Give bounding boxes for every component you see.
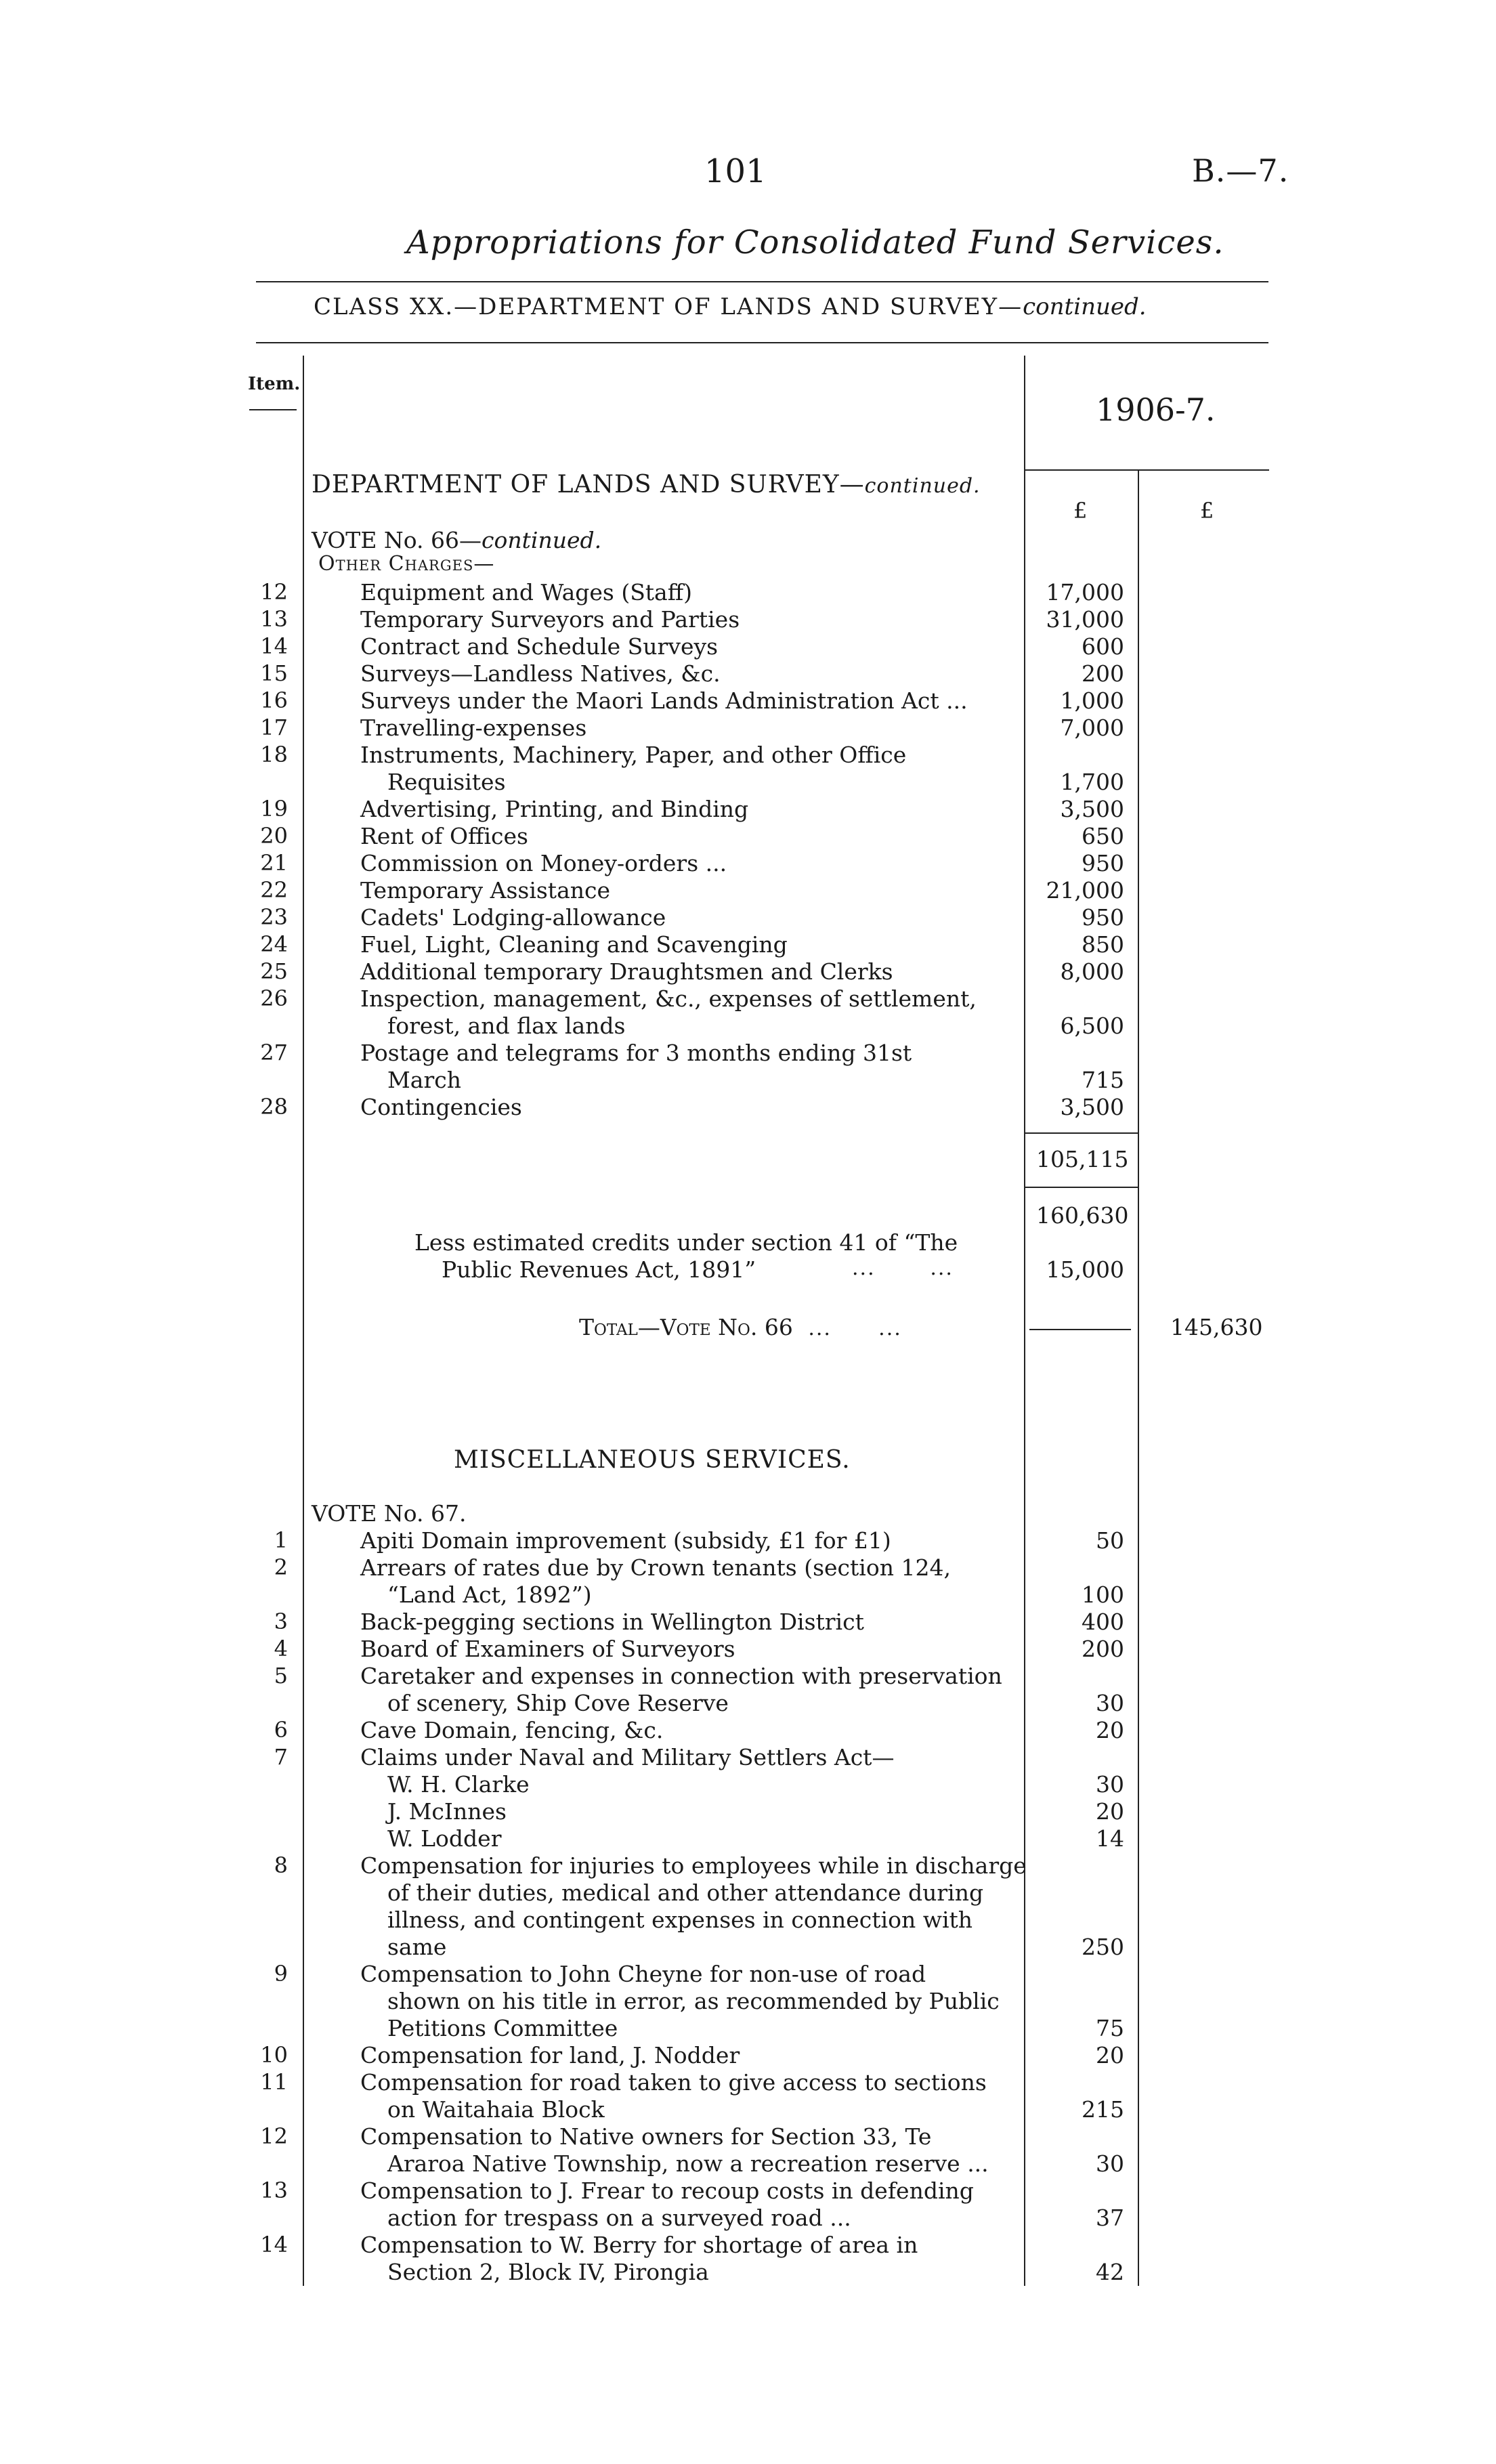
- vote-66-total-label: Total—Vote No. 66 ... ...: [579, 1314, 902, 1340]
- item-amount: 21,000: [1046, 877, 1124, 904]
- item-number: 6: [274, 1717, 288, 1743]
- item-description: illness, and contingent expenses in connection with: [387, 1907, 973, 1933]
- item-amount: 200: [1082, 660, 1124, 687]
- vote-66-total-text: Total—Vote No. 66: [579, 1314, 793, 1340]
- middle-amount-rule: [1138, 471, 1139, 2286]
- item-amount: 600: [1082, 633, 1124, 660]
- item-description: Petitions Committee: [387, 2015, 618, 2041]
- item-number: 13: [260, 606, 288, 632]
- item-number: 9: [274, 1961, 288, 1987]
- item-amount: 950: [1082, 850, 1124, 876]
- item-number: 28: [260, 1094, 288, 1120]
- item-number: 16: [260, 687, 288, 713]
- item-amount: 37: [1096, 2205, 1124, 2231]
- item-number: 12: [260, 579, 288, 605]
- item-description: Apiti Domain improvement (subsidy, £1 for £1): [360, 1527, 891, 1554]
- item-amount: 30: [1096, 2150, 1124, 2177]
- item-description: Compensation to Native owners for Section 33, Te: [360, 2123, 932, 2150]
- year-underline: [1025, 469, 1269, 471]
- item-amount: 215: [1082, 2096, 1124, 2123]
- page-number: 101: [704, 152, 767, 190]
- item-description: Travelling-expenses: [360, 715, 587, 741]
- item-number: 7: [274, 1744, 288, 1770]
- subtotal-top-rule: [1025, 1132, 1138, 1134]
- item-amount: 31,000: [1046, 606, 1124, 633]
- item-column-header: Item.: [248, 374, 301, 394]
- item-amount: 20: [1096, 1717, 1124, 1743]
- item-number: 17: [260, 715, 288, 740]
- item-description: Inspection, management, &c., expenses of settlement,: [360, 985, 977, 1012]
- item-amount: 7,000: [1060, 715, 1124, 741]
- currency-left: £: [1073, 498, 1088, 524]
- item-number: 26: [260, 985, 288, 1011]
- item-number: 22: [260, 877, 288, 903]
- item-amount: 250: [1082, 1934, 1124, 1960]
- item-number: 19: [260, 796, 288, 822]
- item-description: Postage and telegrams for 3 months ending 31st: [360, 1040, 912, 1066]
- item-number: 27: [260, 1040, 288, 1065]
- dept-section-title: [312, 471, 981, 498]
- dept-title-continued: continued.: [864, 474, 981, 498]
- vote-66-label: [312, 527, 601, 553]
- item-number: 13: [260, 2178, 288, 2203]
- item-description: Board of Examiners of Surveyors: [360, 1636, 735, 1662]
- item-number: 8: [274, 1852, 288, 1878]
- item-number: 11: [260, 2069, 288, 2095]
- item-description: Compensation to W. Berry for shortage of area in: [360, 2232, 918, 2258]
- currency-right: £: [1200, 498, 1214, 524]
- item-amount: 1,700: [1060, 769, 1124, 795]
- item-description: shown on his title in error, as recommended by Public: [387, 1988, 1000, 2014]
- item-amount: 50: [1096, 1527, 1124, 1554]
- vote-66-continued: continued.: [482, 527, 602, 553]
- item-description: action for trespass on a surveyed road ...: [387, 2205, 851, 2231]
- item-number: 1: [274, 1527, 288, 1553]
- item-description: Compensation for injuries to employees while in discharge: [360, 1852, 1027, 1879]
- item-description: March: [387, 1067, 461, 1093]
- item-description: Claims under Naval and Military Settlers Act—: [360, 1744, 895, 1770]
- subtotal-bottom-rule: [1025, 1187, 1138, 1188]
- item-amount: 75: [1096, 2015, 1124, 2041]
- item-description: Compensation for road taken to give access to sections: [360, 2069, 987, 2096]
- item-description: J. McInnes: [387, 1798, 507, 1825]
- item-description: Caretaker and expenses in connection with preservation: [360, 1663, 1002, 1689]
- item-amount: 1,000: [1060, 687, 1124, 714]
- less-credits-line-1: Less estimated credits under section 41 of “The: [414, 1229, 958, 1256]
- total-dash-rule: [1029, 1329, 1131, 1330]
- less-credits-line-2: Public Revenues Act, 1891”: [442, 1256, 756, 1283]
- item-amount: 17,000: [1046, 579, 1124, 606]
- item-description: Cadets' Lodging-allowance: [360, 904, 666, 931]
- item-description: forest, and flax lands: [387, 1013, 626, 1039]
- item-description: Rent of Offices: [360, 823, 528, 849]
- item-description: Contingencies: [360, 1094, 522, 1120]
- item-number: 12: [260, 2123, 288, 2149]
- item-amount: 42: [1096, 2259, 1124, 2285]
- item-amount: 20: [1096, 2042, 1124, 2068]
- item-amount: 20: [1096, 1798, 1124, 1825]
- item-number: 23: [260, 904, 288, 930]
- item-number: 24: [260, 931, 288, 957]
- item-amount: 850: [1082, 931, 1124, 958]
- item-description: Cave Domain, fencing, &c.: [360, 1717, 664, 1743]
- vote-66-total-amount: 145,630: [1170, 1314, 1263, 1340]
- item-description: Commission on Money-orders ...: [360, 850, 727, 876]
- item-number: 20: [260, 823, 288, 849]
- other-charges-heading: Other Charges—: [318, 552, 495, 576]
- left-column-rule: [303, 356, 304, 2286]
- vote-67-label: VOTE No. 67.: [312, 1500, 467, 1527]
- item-number: 25: [260, 958, 288, 984]
- item-description: Back-pegging sections in Wellington District: [360, 1609, 864, 1635]
- item-amount: 650: [1082, 823, 1124, 849]
- item-description: on Waitahaia Block: [387, 2096, 605, 2123]
- top-rule: [256, 281, 1268, 282]
- item-number: 5: [274, 1663, 288, 1688]
- item-number: 14: [260, 633, 288, 659]
- item-number: 2: [274, 1554, 288, 1580]
- item-description: Additional temporary Draughtsmen and Clerks: [360, 958, 893, 985]
- item-description: of scenery, Ship Cove Reserve: [387, 1690, 729, 1716]
- item-description: W. H. Clarke: [387, 1771, 530, 1798]
- year-header: 1906-7.: [1096, 391, 1216, 428]
- item-amount: 30: [1096, 1771, 1124, 1798]
- subtotal-amount: 105,115: [1036, 1146, 1129, 1172]
- item-description: Compensation to J. Frear to recoup costs in defending: [360, 2178, 974, 2204]
- item-description: Compensation to John Cheyne for non-use of road: [360, 1961, 926, 1987]
- item-amount: 14: [1096, 1825, 1124, 1852]
- item-number: 10: [260, 2042, 288, 2068]
- item-amount: 400: [1082, 1609, 1124, 1635]
- item-description: Requisites: [387, 769, 506, 795]
- item-description: Arrears of rates due by Crown tenants (section 124,: [360, 1554, 951, 1581]
- less-credits-amount: 15,000: [1046, 1256, 1124, 1283]
- item-number: 14: [260, 2232, 288, 2257]
- item-description: Temporary Surveyors and Parties: [360, 606, 740, 633]
- item-amount: 3,500: [1060, 796, 1124, 822]
- item-description: Compensation for land, J. Nodder: [360, 2042, 740, 2068]
- year-column-rule: [1024, 356, 1025, 2286]
- item-number: 3: [274, 1609, 288, 1634]
- item-description: Surveys under the Maori Lands Administration Act ...: [360, 687, 968, 714]
- item-number: 18: [260, 742, 288, 767]
- item-description: Temporary Assistance: [360, 877, 611, 904]
- item-description: W. Lodder: [387, 1825, 502, 1852]
- page-title: Appropriations for Consolidated Fund Services.: [406, 224, 1224, 261]
- item-description: Surveys—Landless Natives, &c.: [360, 660, 721, 687]
- item-amount: 100: [1082, 1581, 1124, 1608]
- class-rule: [256, 342, 1268, 343]
- item-number: 15: [260, 660, 288, 686]
- item-amount: 715: [1082, 1067, 1124, 1093]
- item-header-underline: [249, 409, 297, 410]
- item-description: Araroa Native Township, now a recreation reserve ...: [387, 2150, 989, 2177]
- misc-section-title: MISCELLANEOUS SERVICES.: [454, 1446, 851, 1474]
- item-amount: 3,500: [1060, 1094, 1124, 1120]
- item-number: 21: [260, 850, 288, 876]
- class-heading-continued: continued.: [1023, 293, 1147, 320]
- dept-title-text: DEPARTMENT OF LANDS AND SURVEY—: [312, 471, 865, 498]
- item-description: of their duties, medical and other attendance during: [387, 1879, 984, 1906]
- item-amount: 8,000: [1060, 958, 1124, 985]
- class-heading-text: CLASS XX.—DEPARTMENT OF LANDS AND SURVEY—: [314, 293, 1023, 320]
- item-amount: 950: [1082, 904, 1124, 931]
- item-description: Equipment and Wages (Staff): [360, 579, 693, 606]
- gross-total-amount: 160,630: [1036, 1202, 1129, 1229]
- item-amount: 6,500: [1060, 1013, 1124, 1039]
- item-description: Contract and Schedule Surveys: [360, 633, 719, 660]
- less-credits-dots: ... ...: [852, 1256, 954, 1280]
- vote-66-text: VOTE No. 66—: [312, 527, 482, 553]
- item-description: “Land Act, 1892”): [387, 1581, 592, 1608]
- item-description: Fuel, Light, Cleaning and Scavenging: [360, 931, 788, 958]
- item-description: same: [387, 1934, 447, 1960]
- document-code: B.—7.: [1192, 152, 1289, 189]
- item-amount: 30: [1096, 1690, 1124, 1716]
- item-description: Section 2, Block IV, Pirongia: [387, 2259, 709, 2285]
- item-number: 4: [274, 1636, 288, 1661]
- item-description: Instruments, Machinery, Paper, and other Office: [360, 742, 907, 768]
- item-amount: 200: [1082, 1636, 1124, 1662]
- class-heading: [314, 293, 1147, 320]
- item-description: Advertising, Printing, and Binding: [360, 796, 749, 822]
